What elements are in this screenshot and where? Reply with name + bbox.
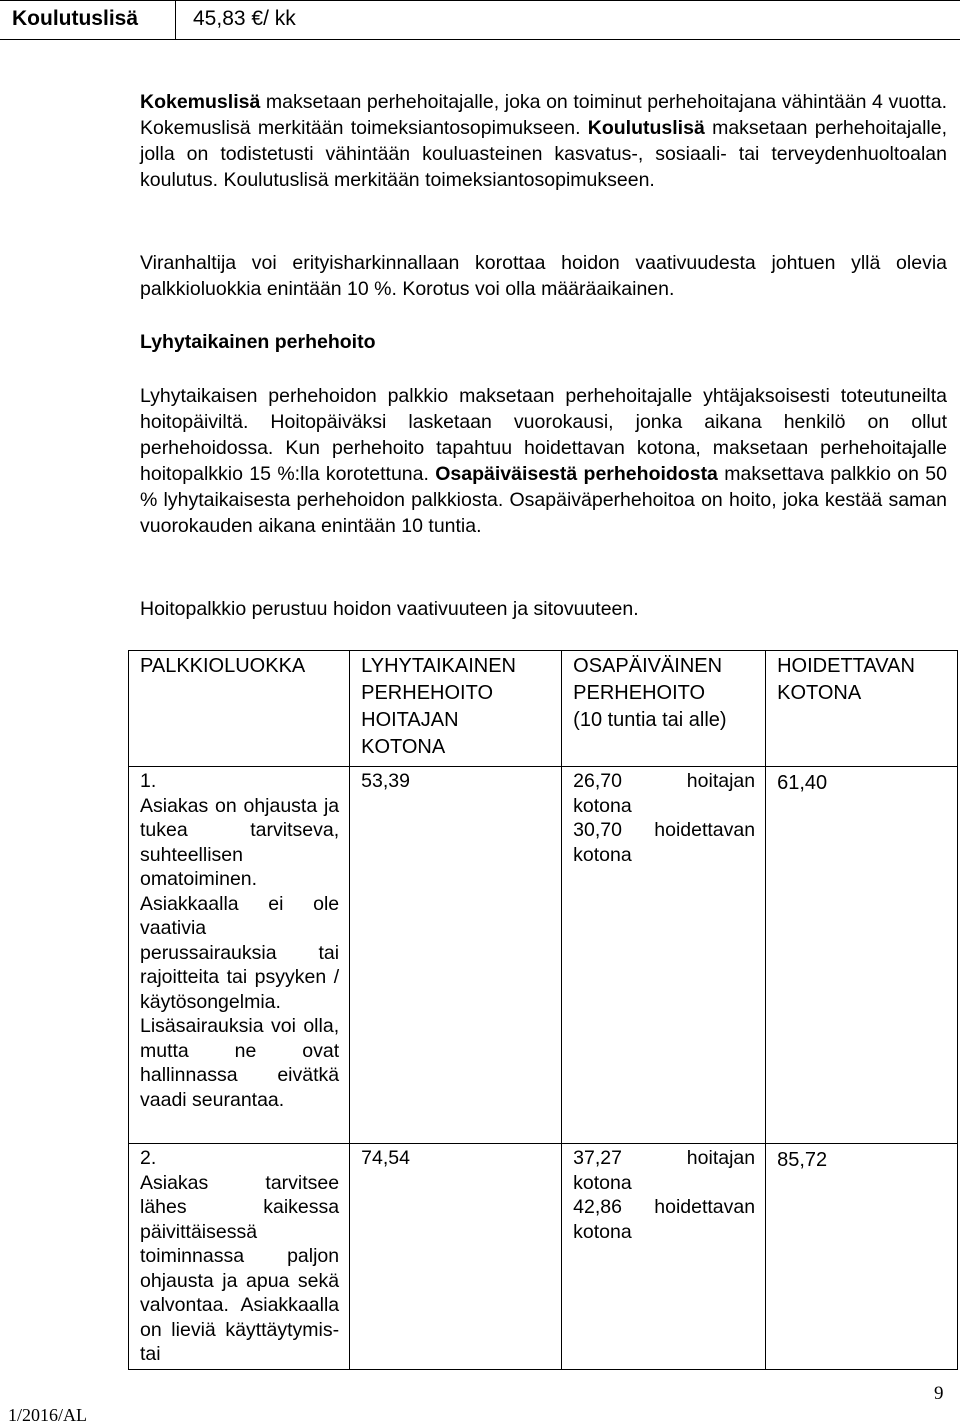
class-number: 2. — [140, 1147, 157, 1169]
hoitopalkkio-text: Hoitopalkkio perustuu hoidon vaativuuteen ja sitovuuteen. — [140, 598, 639, 620]
osapaivainen-hoidettavan-kotona: 42,86 hoidettavan kotona — [573, 1196, 756, 1243]
viranhaltija-text: Viranhaltija voi erityisharkinnallaan korottaa hoidon vaativuudesta johtuen yllä olevia palkkioluokkia enintään 10 %. Korotus voi olla määräaikainen. — [140, 252, 947, 300]
header-table — [0, 0, 960, 40]
header-hoidettavan-kotona — [766, 651, 958, 767]
kokemuslisa-term: Kokemuslisä — [140, 91, 261, 113]
header-osapaivainen — [562, 651, 766, 767]
intro-paragraph — [140, 89, 947, 193]
lyhytaikainen-text-a: Lyhytaikaisen perhehoidon palkkio maksetaan perhehoitajalle yhtäjaksoisesti toteutuneilta hoitopäiviltä. Hoitopäiväksi lasketaan vuorokausi, jonka aikana henkilö on ollut perhehoidossa. Kun perhehoito tapahtuu hoidettavan kotona, maksetaan perhehoitajalle hoitopalkkio 15 %:lla korotettuna. — [140, 385, 947, 485]
hoidettavan-kotona-cell: 61,40 — [766, 767, 958, 1144]
hoitopalkkio-paragraph — [140, 596, 947, 622]
fee-table — [128, 650, 958, 1370]
header-line: OSAPÄIVÄINEN — [573, 655, 723, 677]
header-line: LYHYTAIKAINEN — [361, 655, 516, 677]
header-line: PERHEHOITO — [573, 682, 706, 704]
lyhytaikainen-paragraph — [140, 383, 947, 539]
fee-table-header-row — [129, 651, 958, 767]
class-number: 1. — [140, 770, 157, 792]
header-line: KOTONA — [777, 682, 862, 704]
osapaivainen-cell — [562, 767, 766, 1144]
header-line: PALKKIOLUOKKA — [140, 655, 306, 677]
palkkioluokka-cell — [129, 1144, 350, 1370]
header-palkkioluokka — [129, 651, 350, 767]
header-lyhytaikainen — [350, 651, 562, 767]
koulutuslisa-text: maksetaan perhehoitajalle, jolla on todistetusti vähintään kouluasteinen kasvatus-, sosiaali- tai terveydenhuoltoalan koulutus. Koulutuslisä merkitään toimeksiantosopimukseen. — [140, 117, 947, 191]
header-value: 45,83 €/ kk — [193, 7, 296, 30]
osapaivainen-hoidettavan-kotona: 30,70 hoidettavan kotona — [573, 819, 756, 866]
lyhytaikainen-text-b: maksettava palkkio on 50 % lyhytaikaisesta perhehoidon palkkiosta. Osapäiväperhehoitoa on hoito, joka kestää saman vuorokauden aikana enintään 10 tuntia. — [140, 463, 947, 537]
header-label: Koulutuslisä — [12, 7, 139, 30]
header-divider — [175, 1, 176, 39]
palkkioluokka-cell — [129, 767, 350, 1144]
koulutuslisa-term: Koulutuslisä — [587, 117, 705, 139]
header-line: HOITAJAN — [361, 709, 459, 731]
lyhytaikainen-cell: 53,39 — [350, 767, 562, 1144]
footer-document-code: 1/2016/AL — [8, 1405, 87, 1425]
kokemuslisa-text: maksetaan perhehoitajalle, joka on toiminut perhehoitajana vähintään 4 vuotta. Kokemuslisä merkitään toimeksiantosopimukseen. — [140, 91, 947, 139]
header-line: (10 tuntia tai alle) — [573, 709, 727, 731]
viranhaltija-paragraph — [140, 250, 947, 302]
osapaivainen-cell — [562, 1144, 766, 1370]
table-row — [129, 1144, 958, 1370]
osapaivainen-hoitajan-kotona: 26,70 hoitajan kotona — [573, 770, 756, 817]
header-line: HOIDETTAVAN — [777, 655, 915, 677]
hoidettavan-kotona-cell: 85,72 — [766, 1144, 958, 1370]
lyhytaikainen-cell: 74,54 — [350, 1144, 562, 1370]
table-row — [129, 767, 958, 1144]
header-line: PERHEHOITO — [361, 682, 493, 704]
class-description: Asiakas tarvitsee lähes kaikessa päivittäisessä toiminnassa paljon ohjausta ja apua sekä valvontaa. Asiakkaalla on lieviä käyttäytymis- tai — [140, 1171, 340, 1365]
class-description: Asiakas on ohjausta ja tukea tarvitseva, suhteellisen omatoiminen. Asiakkaalla ei ole vaativia perussairauksia tai rajoitteita tai psyyken / käytösongelmia. Lisäsairauksia voi olla, mutta ne ovat hallinnassa eivätkä vaadi seurantaa. — [140, 794, 340, 1111]
osapaivaisesta-term: Osapäiväisestä perhehoidosta — [435, 463, 718, 485]
footer-page-number: 9 — [934, 1383, 944, 1404]
header-line: KOTONA — [361, 736, 446, 758]
osapaivainen-hoitajan-kotona: 37,27 hoitajan kotona — [573, 1147, 756, 1194]
section-heading: Lyhytaikainen perhehoito — [140, 331, 376, 353]
